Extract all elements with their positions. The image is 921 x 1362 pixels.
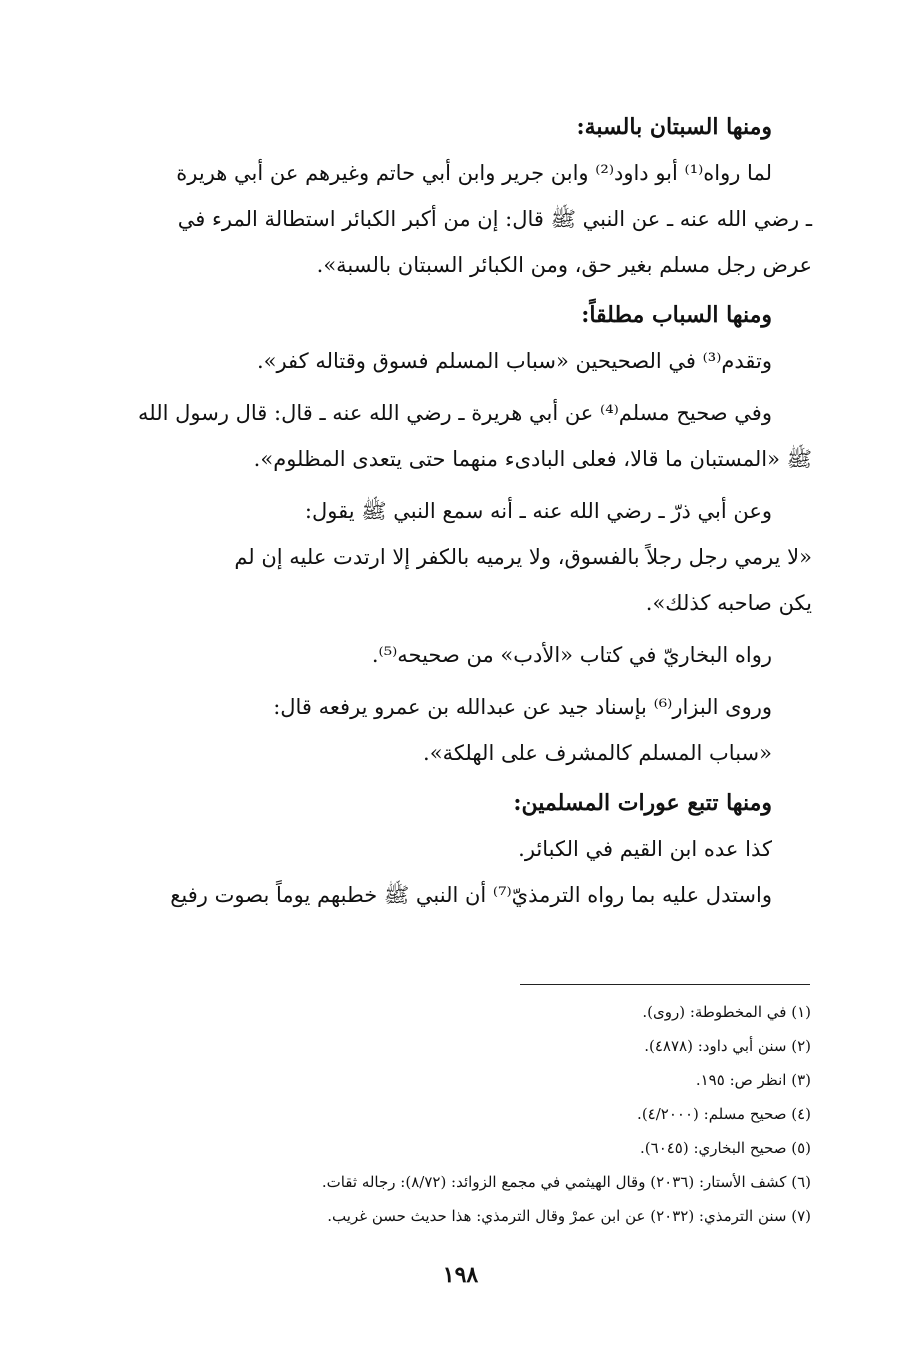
text-line: «لا يرمي رجل رجلاً بالفسوق، ولا يرميه بالكفر إلا ارتدت عليه إن لم xyxy=(234,545,812,569)
section-heading: ومنها تتبع عورات المسلمين: xyxy=(513,790,772,816)
paragraph xyxy=(112,488,812,534)
text-line: واستدل عليه بما رواه الترمذيّ⁽⁷⁾ أن النبي ﷺ خطبهم يوماً بصوت رفيع xyxy=(170,883,772,907)
section-2 xyxy=(112,292,812,776)
text-line: رواه البخاريّ في كتاب «الأدب» من صحيحه⁽⁵⁾. xyxy=(371,643,772,667)
text-line: لما رواه⁽¹⁾ أبو داود⁽²⁾ وابن جرير وابن أبي حاتم وغيرهم عن أبي هريرة xyxy=(176,161,772,185)
footnote: (٧) سنن الترمذي: (٢٠٣٢) عن ابن عمرْ وقال الترمذي: هذا حديث حسن غريب. xyxy=(327,1207,811,1225)
paragraph xyxy=(112,338,812,384)
paragraph xyxy=(112,390,812,482)
footnote: (٥) صحيح البخاري: (٦٠٤٥). xyxy=(640,1139,811,1157)
footnote: (٤) صحيح مسلم: (٤/٢٠٠٠). xyxy=(637,1105,811,1123)
section-heading: ومنها السباب مطلقاً: xyxy=(581,302,772,328)
footnotes xyxy=(211,995,811,1233)
paragraph xyxy=(112,534,812,626)
text-line: كذا عده ابن القيم في الكبائر. xyxy=(518,837,772,861)
section-3 xyxy=(112,780,812,918)
footnote-divider xyxy=(520,984,810,985)
paragraph xyxy=(112,826,812,918)
text-line: وروى البزار⁽⁶⁾ بإسناد جيد عن عبدالله بن عمرو يرفعه قال: xyxy=(273,695,772,719)
section-heading: ومنها السبتان بالسبة: xyxy=(576,114,772,140)
page-body xyxy=(112,100,812,918)
paragraph xyxy=(112,150,812,288)
footnote: (٢) سنن أبي داود: (٤٨٧٨). xyxy=(644,1037,811,1055)
text-line: وفي صحيح مسلم⁽⁴⁾ عن أبي هريرة ـ رضي الله عنه ـ قال: قال رسول الله xyxy=(138,401,772,425)
text-line: ـ رضي الله عنه ـ عن النبي ﷺ قال: إن من أكبر الكبائر استطالة المرء في xyxy=(177,207,812,231)
text-line: عرض رجل مسلم بغير حق، ومن الكبائر السبتان بالسبة». xyxy=(316,253,812,277)
footnote: (٦) كشف الأستار: (٢٠٣٦) وقال الهيثمي في مجمع الزوائد: (٨/٧٢): رجاله ثقات. xyxy=(321,1173,811,1191)
text-line: يكن صاحبه كذلك». xyxy=(645,591,812,615)
text-line: ﷺ «المستبان ما قالا، فعلى البادىء منهما حتى يتعدى المظلوم». xyxy=(253,447,812,471)
footnote: (١) في المخطوطة: (روى). xyxy=(642,1003,811,1021)
footnote: (٣) انظر ص: ١٩٥. xyxy=(695,1071,811,1089)
text-line: وتقدم⁽³⁾ في الصحيحين «سباب المسلم فسوق وقتاله كفر». xyxy=(256,349,772,373)
paragraph xyxy=(112,684,812,776)
text-line: «سباب المسلم كالمشرف على الهلكة». xyxy=(423,741,772,765)
text-line: وعن أبي ذرّ ـ رضي الله عنه ـ أنه سمع النبي ﷺ يقول: xyxy=(304,499,772,523)
paragraph xyxy=(112,632,812,678)
page-number: ١٩٨ xyxy=(442,1262,479,1288)
section-1 xyxy=(112,104,812,288)
